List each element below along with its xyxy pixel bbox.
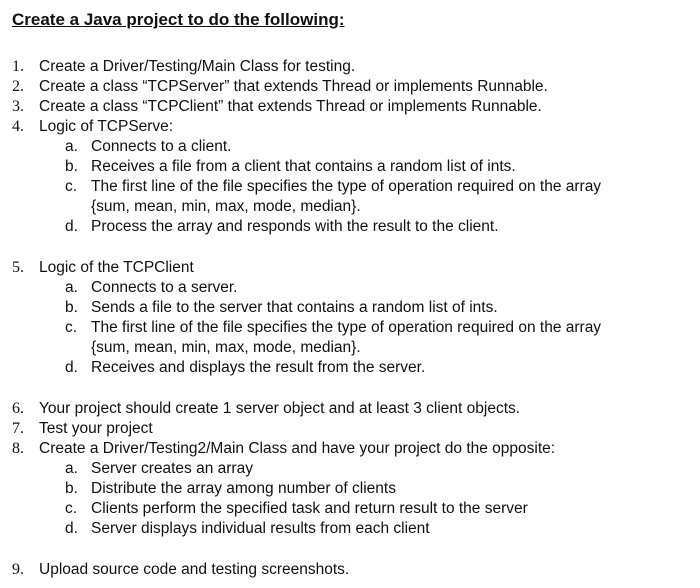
sub-item-letter: a.: [65, 279, 78, 296]
sub-item-text: Distribute the array among number of clients: [91, 480, 396, 497]
sub-item-letter: c.: [65, 319, 78, 336]
sub-item-text: Server creates an array: [91, 460, 253, 477]
sub-item-text: The first line of the file specifies the type of operation required on the array: [91, 178, 602, 195]
sub-item-letter: c.: [65, 500, 78, 517]
sub-item-letter: c.: [65, 178, 78, 195]
sub-item-text: The first line of the file specifies the type of operation required on the array: [91, 319, 602, 336]
item-number: 2.: [12, 78, 24, 95]
item-text: Logic of the TCPClient: [39, 259, 194, 276]
item-text: Create a Driver/Testing2/Main Class and have your project do the opposite:: [39, 440, 556, 457]
sub-item-continuation: {sum, mean, min, max, mode, median}.: [91, 339, 361, 356]
item-text: Create a class “TCPServer” that extends Thread or implements Runnable.: [39, 78, 548, 95]
item-number: 1.: [12, 58, 24, 75]
item-text: Test your project: [39, 420, 153, 437]
sub-item-letter: d.: [65, 520, 78, 537]
item-text: Create a Driver/Testing/Main Class for testing.: [39, 58, 356, 75]
sub-item-text: Process the array and responds with the result to the client.: [91, 218, 499, 235]
item-text: Create a class “TCPClient” that extends Thread or implements Runnable.: [39, 98, 542, 115]
sub-item-text: Connects to a client.: [91, 138, 232, 155]
item-number: 6.: [12, 400, 24, 417]
document-title: Create a Java project to do the following:: [12, 10, 345, 29]
item-number: 9.: [12, 561, 24, 578]
sub-item-continuation: {sum, mean, min, max, mode, median}.: [91, 198, 361, 215]
item-number: 8.: [12, 440, 24, 457]
sub-item-text: Connects to a server.: [91, 279, 238, 296]
sub-item-text: Receives and displays the result from the server.: [91, 359, 426, 376]
sub-item-letter: d.: [65, 218, 78, 235]
sub-item-letter: b.: [65, 299, 78, 316]
sub-item-text: Server displays individual results from each client: [91, 520, 430, 537]
item-number: 4.: [12, 118, 24, 135]
item-number: 3.: [12, 98, 24, 115]
sub-item-letter: a.: [65, 138, 78, 155]
sub-item-text: Clients perform the specified task and return result to the server: [91, 500, 528, 517]
sub-item-letter: b.: [65, 480, 78, 497]
item-number: 5.: [12, 259, 24, 276]
sub-item-letter: b.: [65, 158, 78, 175]
sub-item-text: Receives a file from a client that contains a random list of ints.: [91, 158, 516, 175]
sub-item-letter: d.: [65, 359, 78, 376]
item-text: Upload source code and testing screenshots.: [39, 561, 350, 578]
sub-item-letter: a.: [65, 460, 78, 477]
item-text: Logic of TCPServe:: [39, 118, 174, 135]
item-text: Your project should create 1 server object and at least 3 client objects.: [39, 400, 521, 417]
item-number: 7.: [12, 420, 24, 437]
sub-item-text: Sends a file to the server that contains a random list of ints.: [91, 299, 498, 316]
